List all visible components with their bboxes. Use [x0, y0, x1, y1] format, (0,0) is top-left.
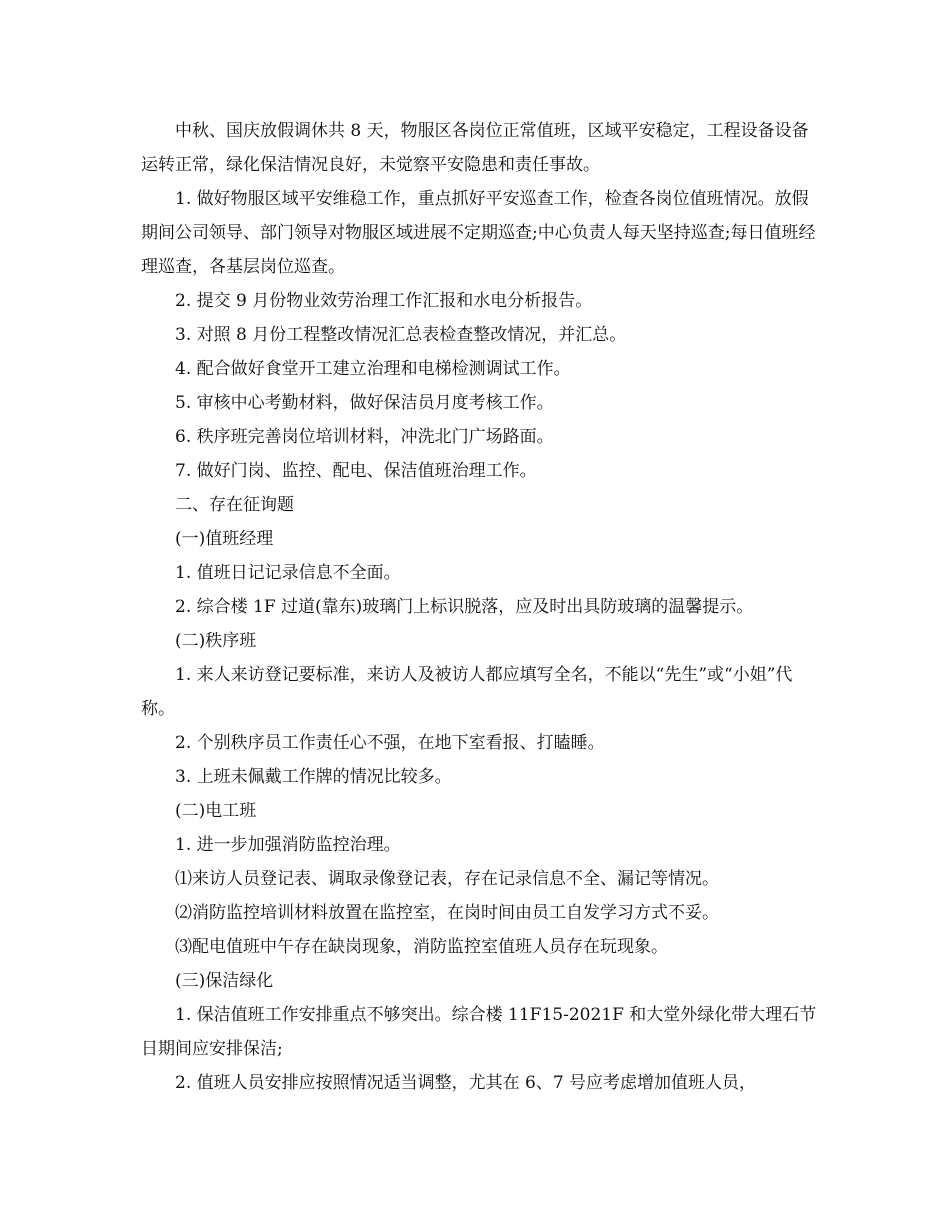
issue-subitem: ⑴来访人员登记表、调取录像登记表，存在记录信息不全、漏记等情况。	[175, 869, 719, 889]
work-item-3: 3. 对照 8 月份工程整改情况汇总表检查整改情况，并汇总。	[175, 325, 627, 345]
subheading-electrician-team: (二)电工班	[175, 801, 257, 821]
issue-item: 1. 进一步加强消防监控治理。	[175, 835, 401, 855]
work-item-7: 7. 做好门岗、监控、配电、保洁值班治理工作。	[175, 461, 537, 481]
subheading-order-team: (二)秩序班	[175, 631, 257, 651]
work-item-2: 2. 提交 9 月份物业效劳治理工作汇报和水电分析报告。	[175, 291, 593, 311]
work-item-4: 4. 配合做好食堂开工建立治理和电梯检测调试工作。	[175, 359, 571, 379]
issue-item: 2. 值班人员安排应按照情况适当调整，尤其在 6、7 号应考虑增加值班人员，	[175, 1073, 757, 1093]
work-item-6: 6. 秩序班完善岗位培训材料，冲洗北门广场路面。	[175, 427, 554, 447]
subheading-duty-manager: (一)值班经理	[175, 529, 274, 549]
issue-item: 3. 上班未佩戴工作牌的情况比较多。	[175, 767, 452, 787]
issue-subitem: ⑵消防监控培训材料放置在监控室，在岗时间由员工自发学习方式不妥。	[175, 903, 719, 923]
issue-item: 1. 来人来访登记要标准，来访人及被访人都应填写全名，不能以“先生”或“小姐”代称。	[141, 665, 793, 719]
subheading-cleaning-greening: (三)保洁绿化	[175, 971, 274, 991]
issue-item: 2. 综合楼 1F 过道(靠东)玻璃门上标识脱落，应及时出具防玻璃的温馨提示。	[175, 597, 754, 617]
issue-item: 1. 值班日记记录信息不全面。	[175, 563, 401, 583]
issue-item: 2. 个别秩序员工作责任心不强，在地下室看报、打瞌睡。	[175, 733, 605, 753]
summary-paragraph: 中秋、国庆放假调休共 8 天，物服区各岗位正常值班，区域平安稳定，工程设备设备运转正常，绿化保洁情况良好，未觉察平安隐患和责任事故。	[141, 121, 809, 175]
issue-item: 1. 保洁值班工作安排重点不够突出。综合楼 11F15-2021F 和大堂外绿化带大理石节日期间应安排保洁;	[141, 1005, 817, 1059]
work-item-5: 5. 审核中心考勤材料，做好保洁员月度考核工作。	[175, 393, 554, 413]
issue-subitem: ⑶配电值班中午存在缺岗现象，消防监控室值班人员存在玩现象。	[175, 937, 668, 957]
work-item-1: 1. 做好物服区域平安维稳工作，重点抓好平安巡查工作，检查各岗位值班情况。放假期间公司领导、部门领导对物服区域进展不定期巡查;中心负责人每天坚持巡查;每日值班经理巡查，各基层岗位巡查。	[141, 189, 816, 277]
section-heading-issues: 二、存在征询题	[175, 495, 294, 515]
document-body	[141, 114, 821, 1100]
